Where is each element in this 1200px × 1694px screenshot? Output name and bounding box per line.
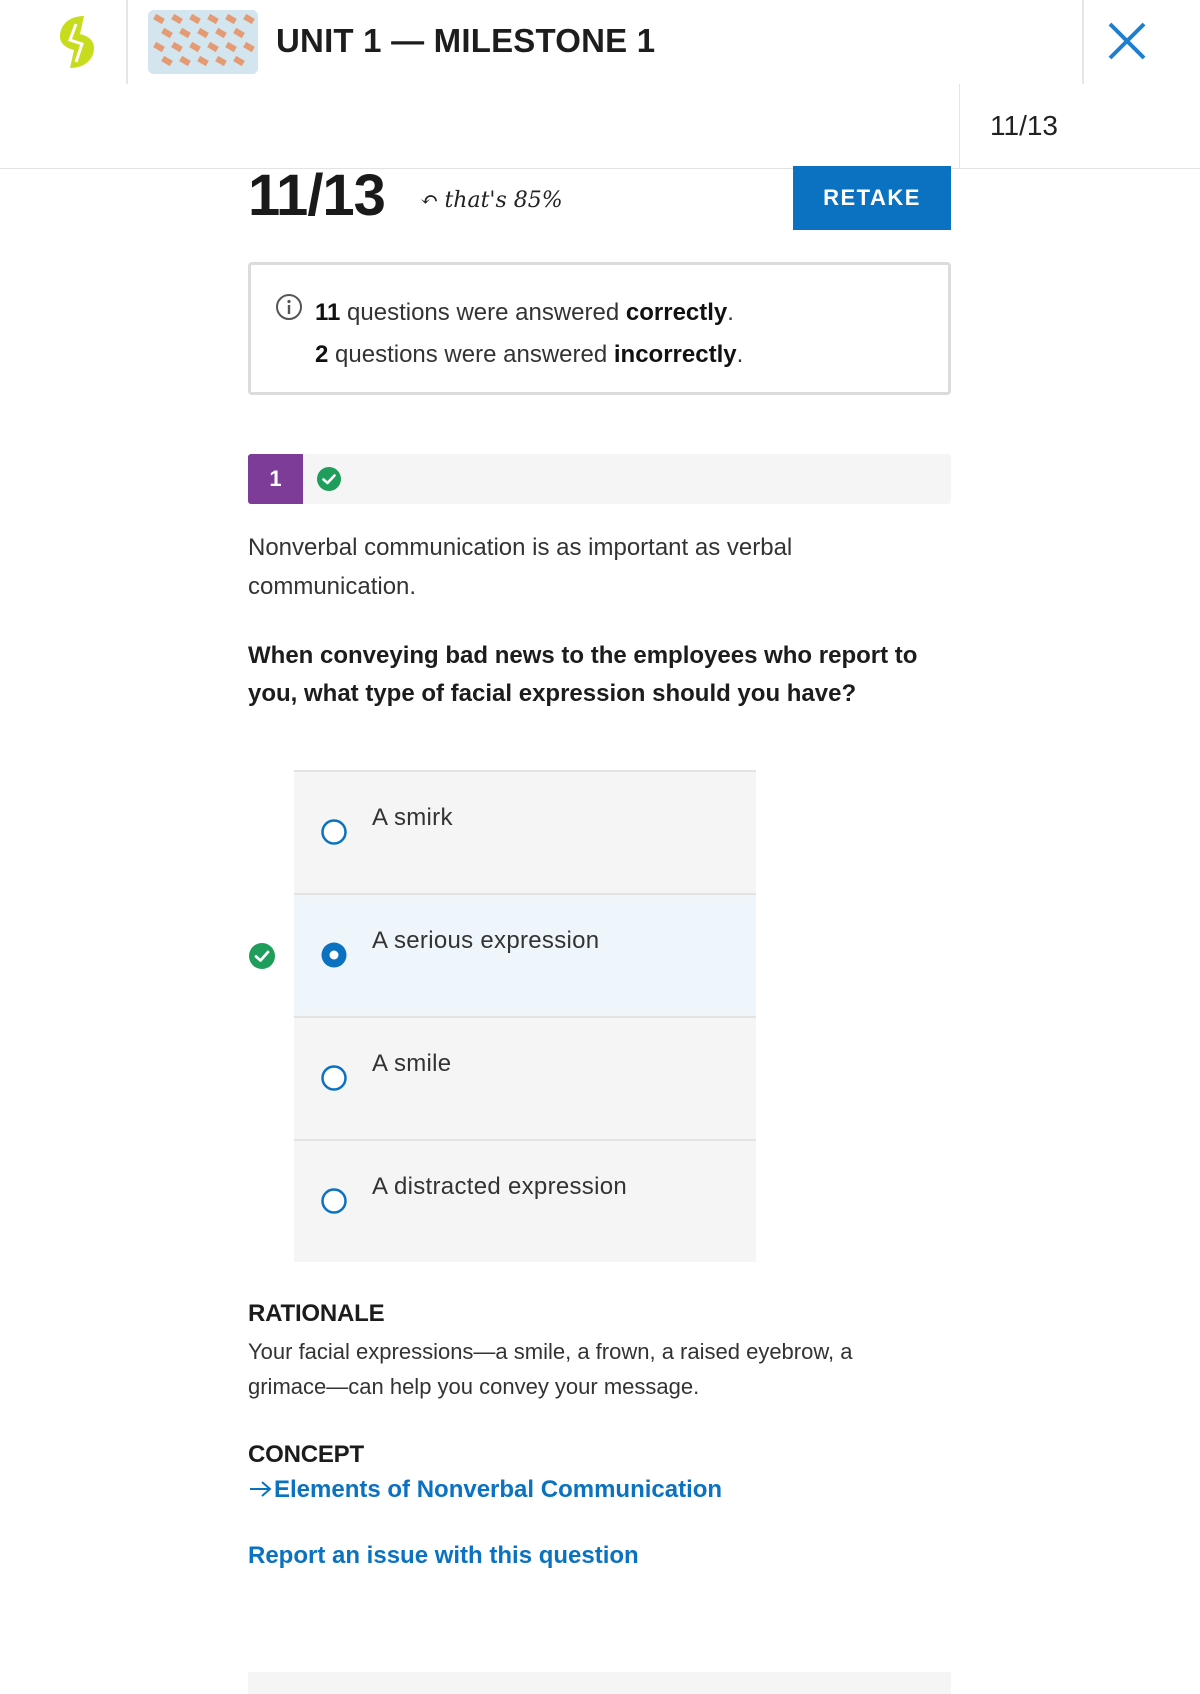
report-issue-link[interactable]: Report an issue with this question bbox=[248, 1542, 639, 1569]
header-divider bbox=[126, 0, 128, 84]
answer-options bbox=[294, 770, 756, 1262]
arrow-left-icon: ↶ bbox=[420, 188, 439, 213]
question-header bbox=[248, 454, 951, 504]
progress-row bbox=[0, 84, 1200, 169]
radio-icon[interactable] bbox=[320, 1064, 348, 1092]
radio-icon[interactable] bbox=[320, 818, 348, 846]
question-number: 1 bbox=[248, 454, 303, 504]
period: . bbox=[727, 299, 734, 326]
incorrect-word: incorrectly bbox=[613, 341, 737, 368]
option-label: A serious expression bbox=[372, 927, 600, 954]
answer-option[interactable] bbox=[294, 1016, 756, 1139]
info-icon bbox=[275, 293, 303, 321]
correct-count: 11 bbox=[315, 299, 341, 326]
incorrect-count: 2 bbox=[315, 341, 329, 368]
progress-count: 11/13 bbox=[990, 110, 1058, 141]
incorrect-text: questions were answered bbox=[328, 341, 614, 368]
retake-button[interactable]: RETAKE bbox=[793, 166, 951, 230]
concept-title: CONCEPT bbox=[248, 1441, 364, 1468]
rationale-title: RATIONALE bbox=[248, 1300, 385, 1327]
unit-title: UNIT 1 — MILESTONE 1 bbox=[276, 22, 656, 59]
radio-icon[interactable] bbox=[320, 1187, 348, 1215]
check-circle-icon bbox=[248, 942, 276, 970]
top-bar bbox=[0, 0, 1200, 84]
question-context: Nonverbal communication is as important as verbal communication. bbox=[248, 534, 793, 600]
answer-option[interactable] bbox=[294, 770, 756, 893]
concept-link[interactable] bbox=[248, 1476, 722, 1504]
option-label: A smile bbox=[372, 1050, 452, 1077]
question-prompt: When conveying bad news to the employees who report to you, what type of facial expression should you have? bbox=[248, 642, 918, 707]
correct-text: questions were answered bbox=[340, 299, 626, 326]
period: . bbox=[736, 341, 744, 368]
option-label: A distracted expression bbox=[372, 1173, 628, 1200]
incorrect-summary bbox=[315, 341, 743, 369]
results-summary bbox=[248, 262, 951, 395]
brand-logo-icon[interactable] bbox=[54, 14, 100, 70]
score-percentage: that's 85% bbox=[444, 188, 563, 213]
rationale-text: Your facial expressions—a smile, a frown, a raised eyebrow, a grimace—can help you convey your message. bbox=[248, 1339, 853, 1399]
correct-word: correctly bbox=[625, 299, 728, 326]
correct-summary bbox=[315, 299, 734, 327]
score-value: 11/13 bbox=[248, 163, 385, 228]
score-note bbox=[420, 188, 563, 213]
answer-option[interactable] bbox=[294, 1139, 756, 1262]
arrow-right-icon bbox=[248, 1479, 274, 1499]
option-label: A smirk bbox=[372, 804, 453, 831]
close-icon[interactable] bbox=[1104, 18, 1150, 64]
progress-divider bbox=[959, 84, 960, 169]
answer-option-selected[interactable] bbox=[294, 893, 756, 1016]
next-question-card bbox=[248, 1672, 951, 1694]
check-circle-icon bbox=[316, 466, 342, 492]
header-divider bbox=[1082, 0, 1084, 84]
concept-link-label: Elements of Nonverbal Communication bbox=[274, 1476, 723, 1503]
unit-thumbnail bbox=[148, 10, 258, 74]
radio-selected-icon[interactable] bbox=[320, 941, 348, 969]
